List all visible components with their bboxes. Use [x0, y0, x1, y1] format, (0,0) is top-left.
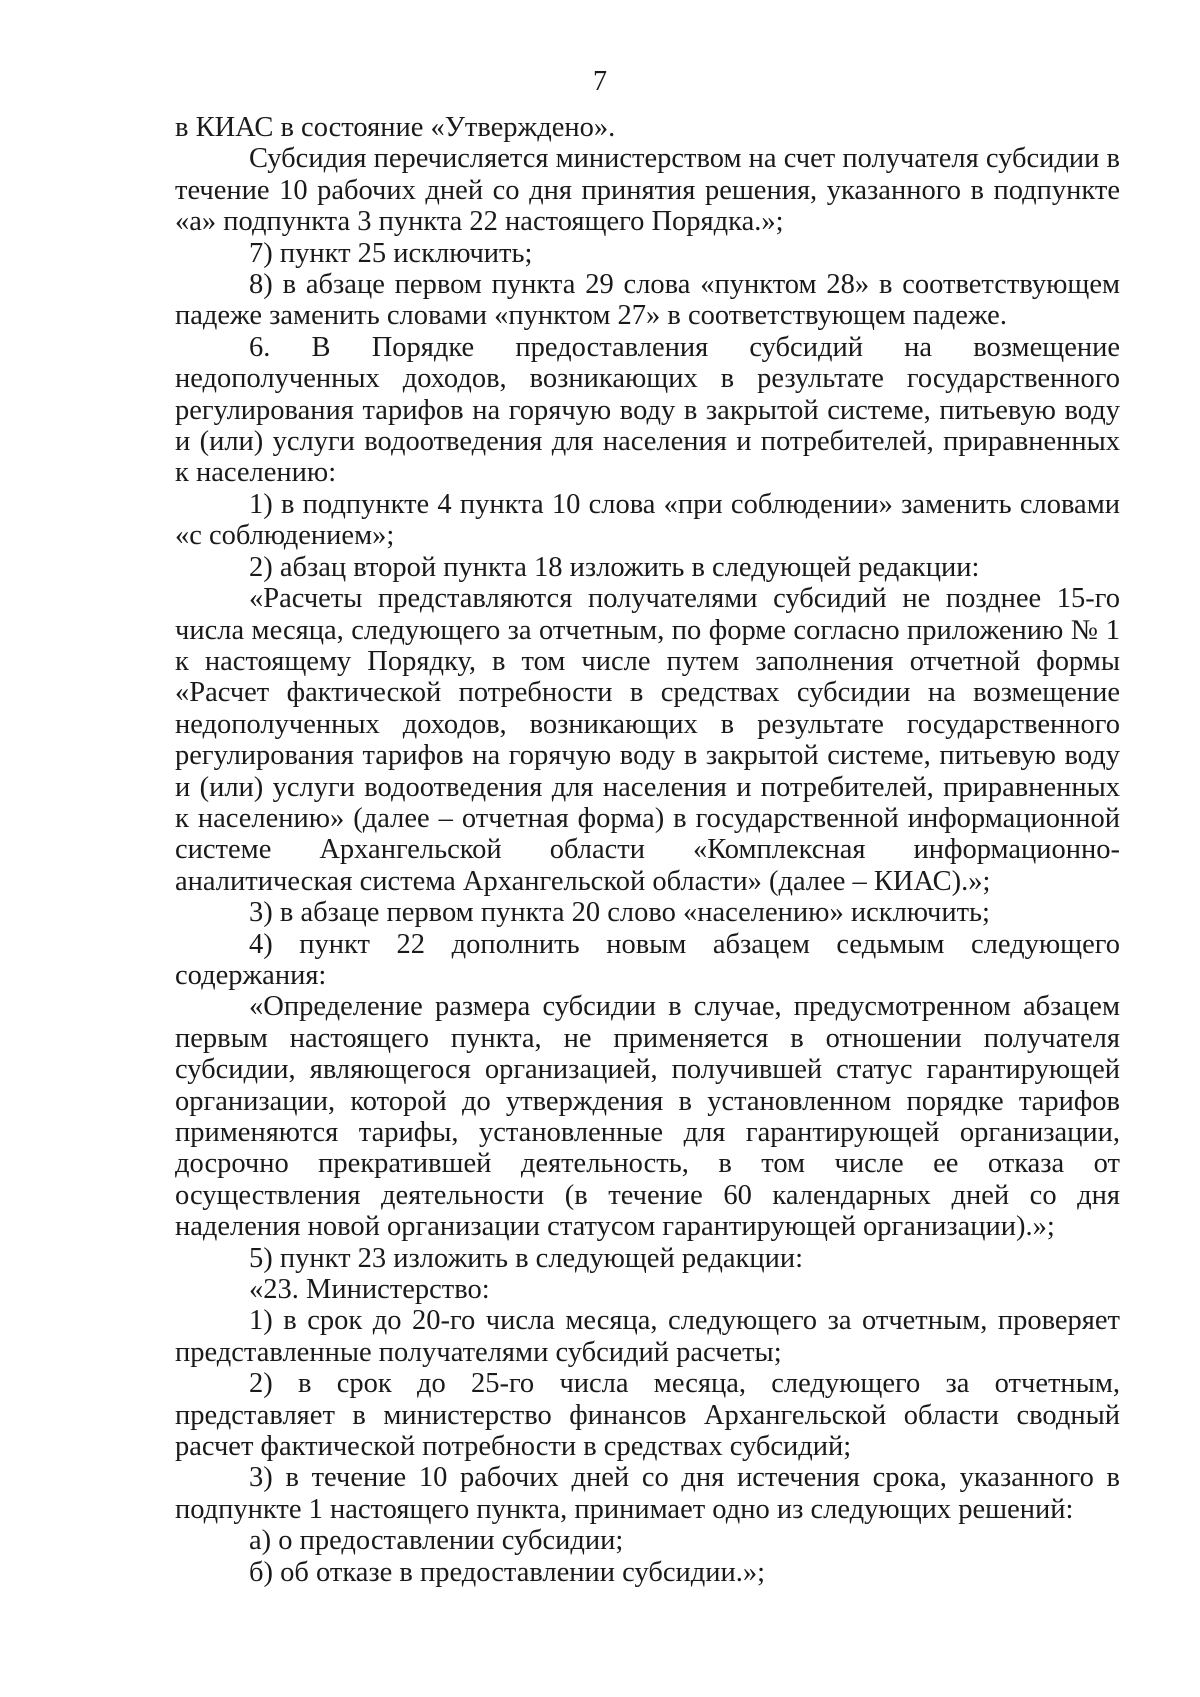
- page-number: 7: [593, 66, 607, 97]
- paragraph-continuation: в КИАС в состояние «Утверждено».: [175, 112, 616, 143]
- list-item: 4) пункт 22 дополнить новым абзацем седьмым следующего содержания:: [175, 928, 1120, 991]
- section-paragraph: 6. В Порядке предоставления субсидий на возмещение недополученных доходов, возникающих в результате государственного регулирования тарифов на горячую воду в закрытой системе, питьевую воду и (или) услуги водоотведения для населения и потребителей, приравненных к населению:: [175, 331, 1120, 489]
- paragraph: Субсидия перечисляется министерством на счет получателя субсидии в течение 10 рабочих дней со дня принятия решения, указанного в подпункте «а» подпункта 3 пункта 22 настоящего Порядка.»;: [175, 143, 1120, 238]
- list-item: 2) в срок до 25-го числа месяца, следующего за отчетным, представляет в министерство финансов Архангельской области сводный расчет фактической потребности в средствах субсидий;: [175, 1368, 1120, 1463]
- list-item: 2) абзац второй пункта 18 изложить в следующей редакции:: [249, 551, 980, 583]
- list-item: б) об отказе в предоставлении субсидии.»;: [249, 1556, 766, 1588]
- list-item: 8) в абзаце первом пункта 29 слова «пунктом 28» в соответствующем падеже заменить словами «пунктом 27» в соответствующем падеже.: [175, 269, 1120, 332]
- quoted-paragraph: «Расчеты представляются получателями субсидий не позднее 15-го числа месяца, следующего за отчетным, по форме согласно приложению № 1 к настоящему Порядку, в том числе путем заполнения отчетной формы «Расчет фактической потребности в средствах субсидии на возмещение недополученных доходов, возникающих в результате государственного регулирования тарифов на горячую воду в закрытой системе, питьевую воду и (или) услуги водоотведения для населения и потребителей, приравненных к населению» (далее – отчетная форма) в государственной информационной системе Архангельской области «Комплексная информационно-аналитическая система Архангельской области» (далее – КИАС).»;: [175, 583, 1120, 897]
- list-item: 3) в абзаце первом пункта 20 слово «населению» исключить;: [249, 897, 990, 929]
- quoted-paragraph: «23. Министерство:: [249, 1274, 490, 1306]
- list-item: 1) в подпункте 4 пункта 10 слова «при соблюдении» заменить словами «с соблюдением»;: [175, 488, 1120, 552]
- document-body: [175, 112, 1120, 1588]
- quoted-paragraph: «Определение размера субсидии в случае, предусмотренном абзацем первым настоящего пункта, не применяется в отношении получателя субсидии, являющегося организацией, получившей статус гарантирующей организации, которой до утверждения в установленном порядке тарифов применяются тарифы, установленные для гарантирующей организации, досрочно прекратившей деятельность, в том числе ее отказа от осуществления деятельности (в течение 60 календарных дней со дня наделения новой организации статусом гарантирующей организации).»;: [175, 991, 1120, 1243]
- list-item: 1) в срок до 20-го числа месяца, следующего за отчетным, проверяет представленные получателями субсидий расчеты;: [175, 1305, 1120, 1368]
- list-item: 3) в течение 10 рабочих дней со дня истечения срока, указанного в подпункте 1 настоящего пункта, принимает одно из следующих решений:: [175, 1462, 1120, 1525]
- list-item: а) о предоставлении субсидии;: [249, 1525, 624, 1557]
- list-item: 7) пункт 25 исключить;: [249, 237, 533, 269]
- list-item: 5) пункт 23 изложить в следующей редакции:: [249, 1242, 804, 1274]
